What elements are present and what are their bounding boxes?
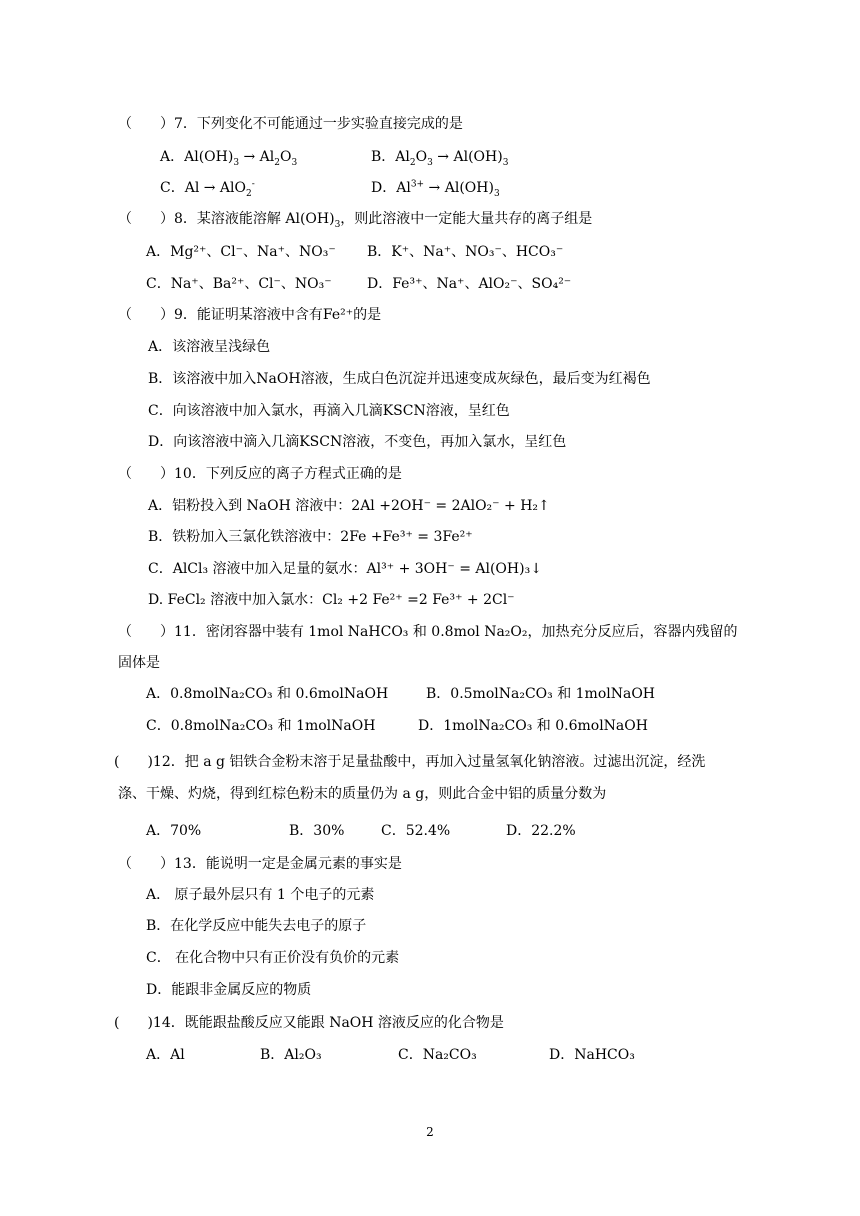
question-10-option-d: D. FeCl₂ 溶液中加入氯水：Cl₂ +2 Fe²⁺ =2 Fe³⁺ + 2Cl⁻ bbox=[148, 592, 515, 608]
question-9-option-c: C．向该溶液中加入氯水，再滴入几滴KSCN溶液，呈红色 bbox=[148, 403, 510, 419]
question-10-option-b: B．铁粉加入三氯化铁溶液中：2Fe +Fe³⁺ = 3Fe²⁺ bbox=[148, 529, 473, 545]
question-12-option-d: D．22.2% bbox=[506, 823, 576, 839]
question-13-option-d: D．能跟非金属反应的物质 bbox=[146, 982, 312, 998]
question-13-option-a: A． 原子最外层只有 1 个电子的元素 bbox=[146, 887, 375, 903]
question-11-stem-line-1: （ ）11．密闭容器中装有 1mol NaHCO₃ 和 0.8mol Na₂O₂，加热充分反应后，容器内残留的 bbox=[118, 624, 738, 640]
question-11-option-d: D．1molNa₂CO₃ 和 0.6molNaOH bbox=[418, 718, 648, 734]
question-14-option-b: B．Al₂O₃ bbox=[260, 1047, 322, 1063]
question-10-stem: （ ）10．下列反应的离子方程式正确的是 bbox=[118, 466, 402, 482]
question-8-option-c: C．Na⁺、Ba²⁺、Cl⁻、NO₃⁻ bbox=[146, 276, 332, 292]
question-11-option-c: C．0.8molNa₂CO₃ 和 1molNaOH bbox=[146, 718, 376, 734]
question-14-option-a: A．Al bbox=[146, 1047, 185, 1063]
question-9-option-b: B．该溶液中加入NaOH溶液，生成白色沉淀并迅速变成灰绿色，最后变为红褐色 bbox=[148, 371, 651, 387]
question-13-option-b: B．在化学反应中能失去电子的原子 bbox=[146, 918, 367, 934]
question-11-stem-line-2: 固体是 bbox=[118, 655, 160, 671]
question-12-option-b: B．30% bbox=[289, 823, 345, 839]
question-11-option-b: B．0.5molNa₂CO₃ 和 1molNaOH bbox=[426, 686, 656, 702]
question-12-stem-line-2: 涤、干燥、灼烧，得到红棕色粉末的质量仍为 a g，则此合金中铝的质量分数为 bbox=[118, 786, 607, 802]
question-14-stem: ( )14．既能跟盐酸反应又能跟 NaOH 溶液反应的化合物是 bbox=[114, 1015, 504, 1031]
question-10-option-a: A．铝粉投入到 NaOH 溶液中：2Al +2OH⁻ = 2AlO₂⁻ + H₂↑ bbox=[148, 498, 550, 514]
question-12-option-c: C．52.4% bbox=[381, 823, 451, 839]
question-8-option-b: B．K⁺、Na⁺、NO₃⁻、HCO₃⁻ bbox=[367, 244, 564, 260]
question-7-option-d: D．$Al^{3+} \to Al(OH)_3$ bbox=[371, 179, 500, 199]
question-7-stem: （ ）7．下列变化不可能通过一步实验直接完成的是 bbox=[118, 116, 463, 132]
question-12-option-a: A．70% bbox=[146, 823, 202, 839]
question-9-option-a: A．该溶液呈浅绿色 bbox=[148, 339, 271, 355]
question-7-option-b: B．$Al_2O_3 \to Al(OH)_3$ bbox=[371, 149, 509, 168]
question-8-option-d: D．Fe³⁺、Na⁺、AlO₂⁻、SO₄²⁻ bbox=[367, 276, 572, 292]
question-8-option-a: A．Mg²⁺、Cl⁻、Na⁺、NO₃⁻ bbox=[146, 244, 336, 260]
question-7-option-a: A．$Al(OH)_3 \to Al_2O_3$ bbox=[160, 149, 298, 168]
page-number: 2 bbox=[426, 1125, 434, 1139]
question-9-option-d: D．向该溶液中滴入几滴KSCN溶液，不变色，再加入氯水，呈红色 bbox=[148, 434, 567, 450]
question-8-stem: （ ）8．某溶液能溶解 $Al(OH)_3$，则此溶液中一定能大量共存的离子组是 bbox=[118, 211, 593, 230]
question-14-option-d: D．NaHCO₃ bbox=[549, 1047, 635, 1063]
question-11-option-a: A．0.8molNa₂CO₃ 和 0.6molNaOH bbox=[146, 686, 389, 702]
question-7-option-c: C．Al → AlO$_2$- bbox=[160, 179, 255, 199]
question-14-option-c: C．Na₂CO₃ bbox=[398, 1047, 477, 1063]
question-10-option-c: C．AlCl₃ 溶液中加入足量的氨水：Al³⁺ + 3OH⁻ = Al(OH)₃↓ bbox=[148, 561, 542, 577]
question-13-stem: （ ）13．能说明一定是金属元素的事实是 bbox=[118, 856, 402, 872]
question-13-option-c: C． 在化合物中只有正价没有负价的元素 bbox=[146, 950, 400, 966]
question-12-stem-line-1: ( )12．把 a g 铝铁合金粉末溶于足量盐酸中，再加入过量氢氧化钠溶液。过滤出沉淀，经洗 bbox=[114, 754, 706, 770]
question-9-stem: （ ）9．能证明某溶液中含有Fe²⁺的是 bbox=[118, 307, 382, 323]
